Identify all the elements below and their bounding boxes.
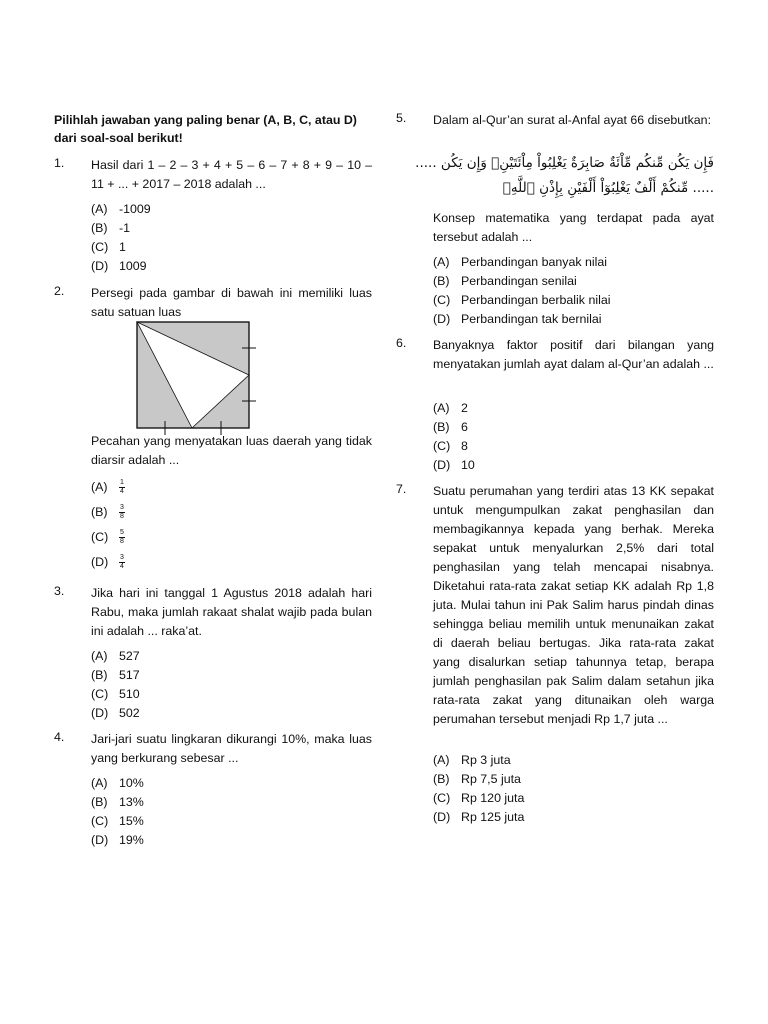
question-6-number: 6.: [396, 336, 407, 350]
question-3-stem: Jika hari ini tanggal 1 Agustus 2018 adalah hari Rabu, maka jumlah rakaat shalat wajib pada bulan ini adalah ... raka’at.: [91, 586, 372, 638]
question-6-options: [433, 399, 475, 475]
question-3-options: [91, 647, 140, 723]
arabic-verse-line-2: ..... مِّنكُمْ أَلْفٌ يَغْلِبُوٓاْ أَلْفَيْنِ بِإِذْنِ ٱللَّهِۗ: [502, 180, 714, 196]
question-1-number: 1.: [54, 156, 65, 170]
instruction-heading: Pilihlah jawaban yang paling benar (A, B, C, atau D) dari soal-soal berikut!: [54, 113, 357, 145]
question-3-number: 3.: [54, 584, 65, 598]
option-5b[interactable]: (B) Perbandingan senilai: [433, 274, 577, 288]
option-4a[interactable]: (A) 10%: [91, 776, 144, 790]
question-4-options: [91, 774, 144, 850]
option-6d[interactable]: (D) 10: [433, 458, 475, 472]
option-4b[interactable]: (B) 13%: [91, 795, 144, 809]
question-7-stem: Suatu perumahan yang terdiri atas 13 KK sepakat untuk mengumpulkan zakat penghasilan dan membagikannya kepada yang berhak. Mereka sepakat untuk menyalurkan 2,5% dari total penghasilan yang telah mencapai nisabnya. Diketahui rata-rata zakat setiap KK adalah Rp 1,8 juta. Mulai tahun ini Pak Salim harus pindah dinas sehingga beliau memilih untuk menunaikan zakat di daerah beliau bertugas. Jika rata-rata zakat yang disalurkan setiap tahunnya tetap, berapa jumlah penghasilan pak Salim dalam setahun jika rata-rata zakat yang ditunaikan oleh warga perumahan tersebut menjadi Rp 1,7 juta ...: [433, 484, 714, 726]
option-4c[interactable]: (C) 15%: [91, 814, 144, 828]
question-7-number: 7.: [396, 482, 407, 496]
option-6b[interactable]: (B) 6: [433, 420, 468, 434]
option-3d[interactable]: (D) 502: [91, 706, 140, 720]
question-7-options: [433, 751, 524, 827]
fraction: $\frac{3}{8}$: [120, 504, 124, 521]
question-5-options: [433, 253, 610, 329]
option-2b[interactable]: (B) $\frac{3}{8}$: [91, 504, 124, 521]
option-6c[interactable]: (C) 8: [433, 439, 468, 453]
question-5-prompt: Konsep matematika yang terdapat pada ayat tersebut adalah ...: [433, 211, 714, 244]
option-3a[interactable]: (A) 527: [91, 649, 140, 663]
option-7c[interactable]: (C) Rp 120 juta: [433, 791, 525, 805]
fraction: $\frac{5}{8}$: [120, 529, 124, 546]
question-2-number: 2.: [54, 284, 65, 298]
option-2c[interactable]: (C) $\frac{5}{8}$: [91, 529, 124, 546]
option-1c[interactable]: (C) 1: [91, 240, 126, 254]
question-1-stem: Hasil dari 1 – 2 – 3 + 4 + 5 – 6 – 7 + 8 + 9 – 10 – 11 + ... + 2017 – 2018 adalah ...: [91, 158, 372, 191]
question-2-options: [91, 478, 125, 578]
option-2a[interactable]: (A) $\frac{1}{4}$: [91, 479, 124, 496]
fraction: $\frac{1}{4}$: [120, 479, 124, 496]
square-figure: [122, 318, 262, 443]
question-6-stem: Banyaknya faktor positif dari bilangan yang menyatakan jumlah ayat dalam al-Qur’an adalah ...: [433, 338, 714, 371]
option-5c[interactable]: (C) Perbandingan berbalik nilai: [433, 293, 611, 307]
option-5d[interactable]: (D) Perbandingan tak bernilai: [433, 312, 602, 326]
option-2d[interactable]: (D) $\frac{3}{4}$: [91, 554, 124, 571]
option-3b[interactable]: (B) 517: [91, 668, 140, 682]
option-1a[interactable]: (A) -1009: [91, 202, 151, 216]
arabic-verse-line-1: فَإِن يَكُن مِّنكُم مِّاْئَةٌ صَابِرَةٌ يَغْلِبُواْ مِاْئَتَيْنِۚ وَإِن يَكُن .....: [415, 155, 714, 171]
question-5-number: 5.: [396, 111, 407, 125]
option-7a[interactable]: (A) Rp 3 juta: [433, 753, 511, 767]
question-4-stem: Jari-jari suatu lingkaran dikurangi 10%, maka luas yang berkurang sebesar ...: [91, 732, 372, 765]
fraction: $\frac{3}{4}$: [120, 554, 124, 571]
option-5a[interactable]: (A) Perbandingan banyak nilai: [433, 255, 608, 269]
question-5-stem: Dalam al-Qur’an surat al-Anfal ayat 66 disebutkan:: [433, 113, 712, 127]
option-3c[interactable]: (C) 510: [91, 687, 140, 701]
option-1b[interactable]: (B) -1: [91, 221, 131, 235]
question-2-prompt: Pecahan yang menyatakan luas daerah yang tidak diarsir adalah ...: [91, 434, 372, 467]
option-7d[interactable]: (D) Rp 125 juta: [433, 810, 525, 824]
option-1d[interactable]: (D) 1009: [91, 259, 147, 273]
option-7b[interactable]: (B) Rp 7,5 juta: [433, 772, 521, 786]
option-6a[interactable]: (A) 2: [433, 401, 468, 415]
question-1-options: [91, 200, 151, 276]
question-2-stem: Persegi pada gambar di bawah ini memiliki luas satu satuan luas: [91, 286, 372, 319]
option-4d[interactable]: (D) 19%: [91, 833, 144, 847]
question-4-number: 4.: [54, 730, 65, 744]
